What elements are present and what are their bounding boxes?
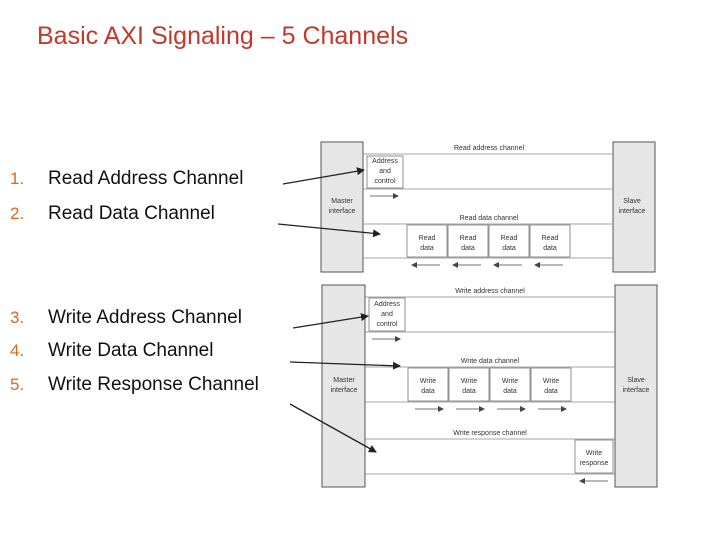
write-response-box-text: Write bbox=[585, 450, 603, 457]
write-slave-block bbox=[615, 285, 657, 487]
read-slave-block bbox=[613, 142, 655, 272]
write-master-label: interface bbox=[330, 387, 358, 394]
write-data-channel-label: Write data channel bbox=[460, 358, 520, 365]
write-slave-label: interface bbox=[622, 387, 650, 394]
write-data-box-text: Write bbox=[501, 378, 519, 385]
read-data-box-text: data bbox=[543, 245, 557, 252]
write-data-box-text: Write bbox=[460, 378, 478, 385]
write-response-box-text: response bbox=[579, 460, 609, 467]
write-address-box-text: Address bbox=[374, 301, 400, 308]
read-data-box-text: Read bbox=[418, 235, 436, 242]
read-data-boxes bbox=[407, 225, 570, 257]
read-address-box-text: and bbox=[379, 168, 391, 175]
write-data-boxes bbox=[408, 368, 571, 401]
bullet-number: 1. bbox=[10, 169, 25, 188]
write-address-box-text: control bbox=[376, 321, 398, 328]
read-master-block bbox=[321, 142, 363, 272]
bullet-number: 2. bbox=[10, 204, 25, 223]
write-data-box-text: Write bbox=[419, 378, 437, 385]
write-data-box-text: Write bbox=[542, 378, 560, 385]
write-data-box-text: data bbox=[421, 388, 435, 395]
write-data-box-text: data bbox=[503, 388, 517, 395]
write-diagram bbox=[322, 285, 657, 487]
slide-title: Basic AXI Signaling – 5 Channels bbox=[37, 22, 409, 50]
read-data-box-text: data bbox=[420, 245, 434, 252]
read-data-box-text: Read bbox=[459, 235, 477, 242]
bullet-text: Write Data Channel bbox=[48, 340, 214, 361]
bullet-text: Read Data Channel bbox=[48, 203, 215, 224]
write-master-block bbox=[322, 285, 365, 487]
read-slave-label: Slave bbox=[623, 198, 641, 205]
read-data-box-text: Read bbox=[541, 235, 559, 242]
bullet-number: 3. bbox=[10, 308, 25, 327]
read-diagram bbox=[321, 142, 655, 272]
bullet-text: Write Address Channel bbox=[48, 307, 242, 328]
read-address-box-text: control bbox=[374, 178, 396, 185]
read-master-label: Master bbox=[331, 198, 353, 205]
write-response-channel-label: Write response channel bbox=[453, 430, 527, 437]
bullet-text: Write Response Channel bbox=[48, 374, 259, 395]
write-address-box-text: and bbox=[381, 311, 393, 318]
bullet-text: Read Address Channel bbox=[48, 168, 244, 189]
read-address-channel-label: Read address channel bbox=[453, 145, 525, 152]
write-slave-label: Slave bbox=[627, 377, 645, 384]
write-data-box-text: data bbox=[462, 388, 476, 395]
read-master-label: interface bbox=[328, 208, 356, 215]
write-address-channel-label: Write address channel bbox=[455, 288, 525, 295]
read-address-box-text: Address bbox=[372, 158, 398, 165]
read-data-box-text: data bbox=[502, 245, 516, 252]
read-data-channel-label: Read data channel bbox=[459, 215, 519, 222]
write-data-box-text: data bbox=[544, 388, 558, 395]
read-data-box-text: data bbox=[461, 245, 475, 252]
read-slave-label: interface bbox=[618, 208, 646, 215]
bullet-number: 5. bbox=[10, 375, 25, 394]
read-data-box-text: Read bbox=[500, 235, 518, 242]
write-master-label: Master bbox=[333, 377, 355, 384]
bullet-number: 4. bbox=[10, 341, 25, 360]
